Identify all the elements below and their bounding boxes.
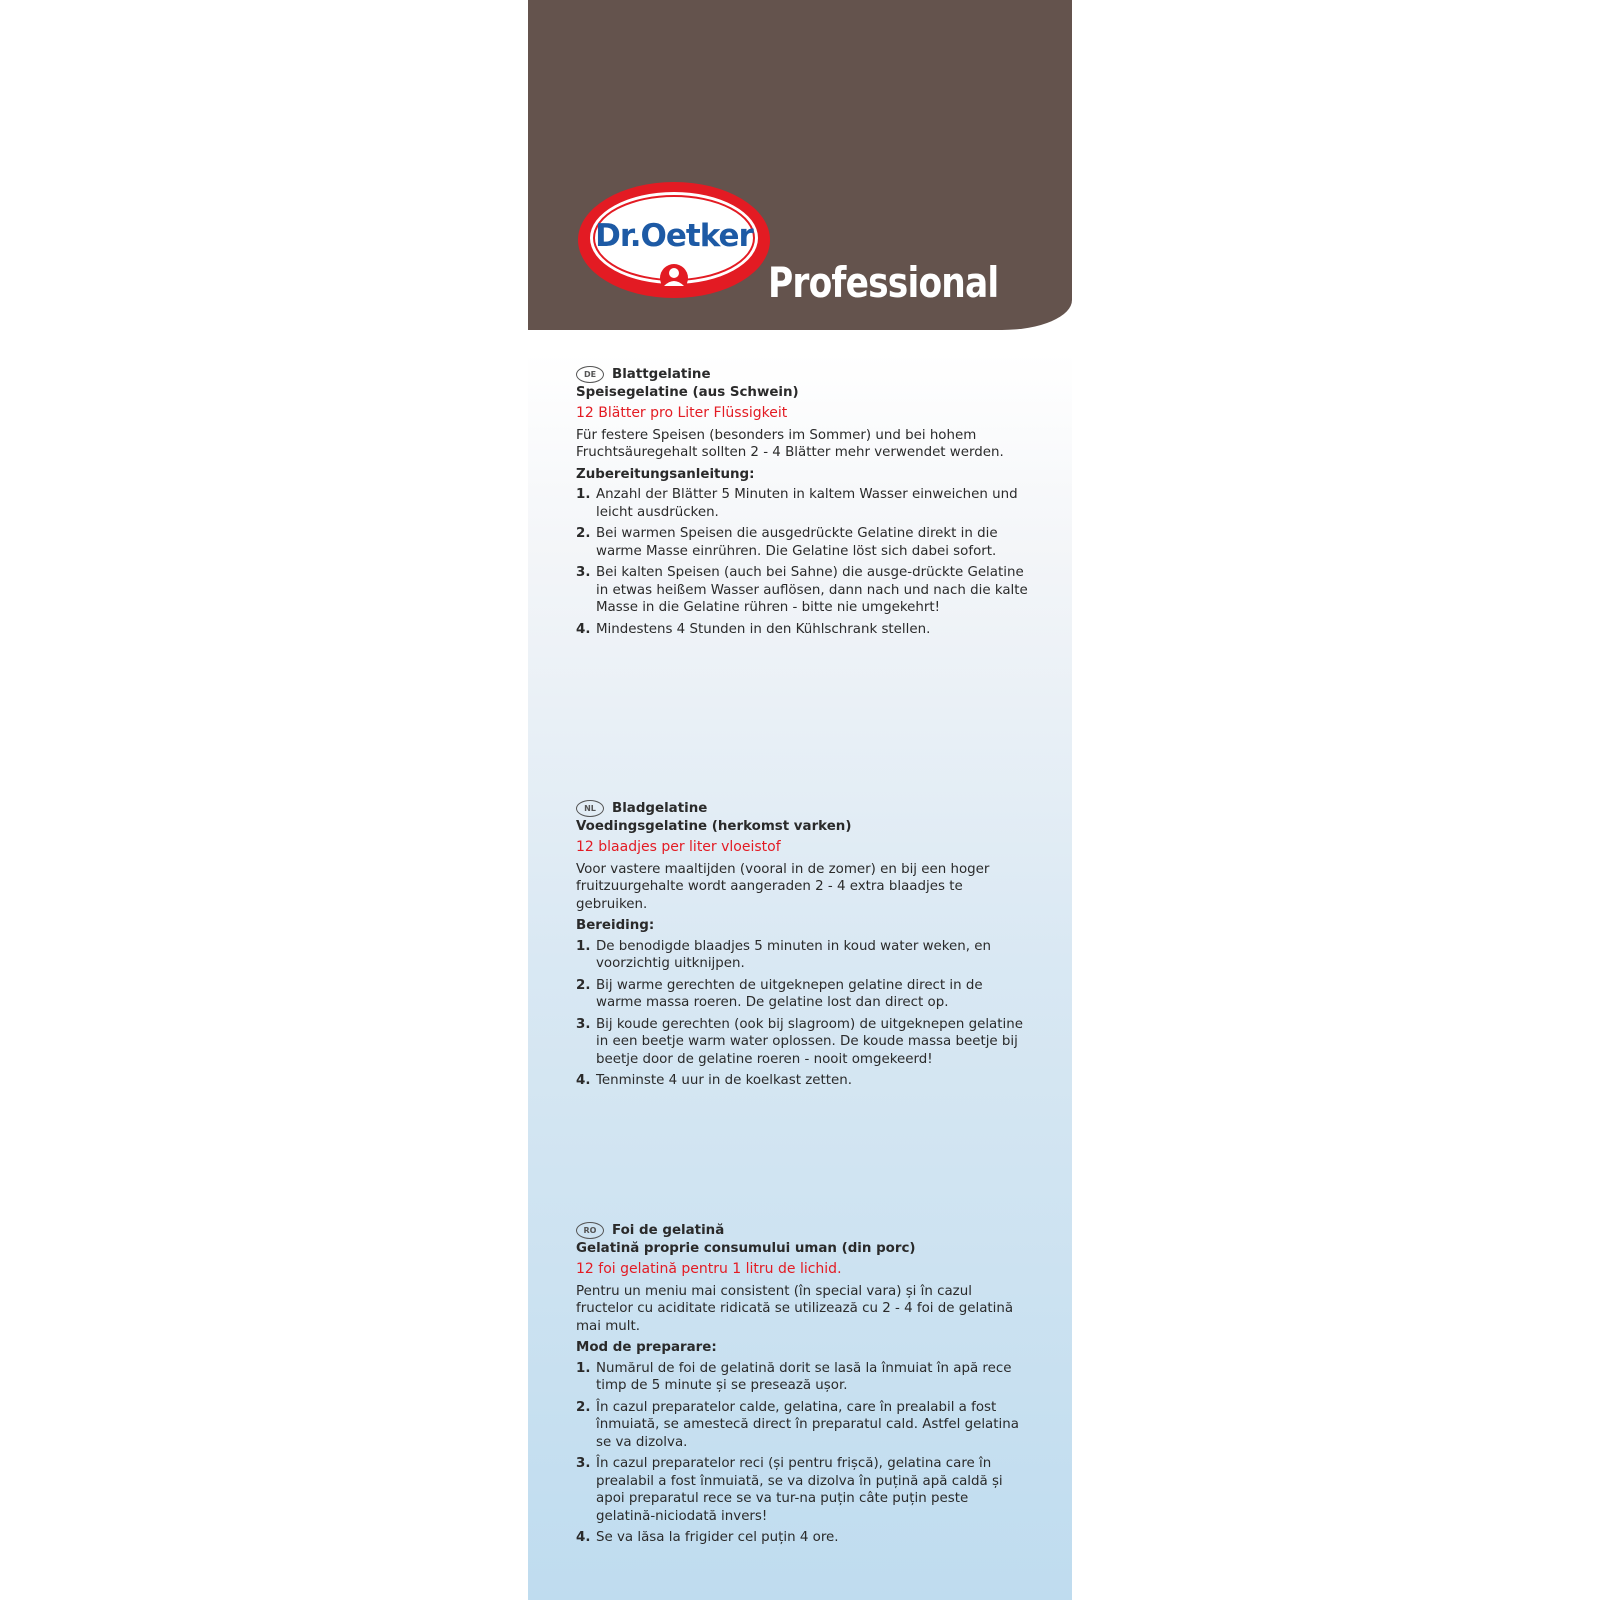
step-text: Numărul de foi de gelatină dorit se lasă la înmuiat în apă rece timp de 5 minute și se presează ușor. (596, 1360, 1012, 1393)
product-panel (528, 0, 1072, 1600)
section-subtitle: Gelatină proprie consumului uman (din porc) (576, 1240, 916, 1256)
step-text: Bei warmen Speisen die ausgedrückte Gelatine direkt in die warme Masse einrühren. Die Gelatine löst sich dabei sofort. (596, 526, 998, 559)
step-text: Bij warme gerechten de uitgeknepen gelatine direct in de warme massa roeren. De gelatine lost dan direct op. (596, 977, 983, 1010)
section-title: Bladgelatine (612, 801, 708, 816)
step-item (576, 938, 1028, 973)
section-subtitle: Voedingsgelatine (herkomst varken) (576, 818, 852, 834)
step-item (576, 1529, 1028, 1547)
step-item (576, 1455, 1028, 1525)
step-number: 3. (576, 565, 591, 580)
step-text: Mindestens 4 Stunden in den Kühlschrank stellen. (596, 621, 931, 637)
steps-list (576, 938, 1028, 1090)
brand-header (528, 0, 1072, 330)
dosage-text: 12 foi gelatină pentru 1 litru de lichid. (576, 1261, 842, 1277)
step-number: 4. (576, 621, 591, 637)
step-number: 1. (576, 1360, 591, 1376)
section-title: Foi de gelatină (612, 1223, 725, 1238)
step-text: Anzahl der Blätter 5 Minuten in kaltem Wasser einweichen und leicht ausdrücken. (596, 487, 1018, 520)
language-badge: RO (576, 1222, 604, 1239)
step-number: 2. (576, 977, 591, 993)
section-ro (576, 1222, 1028, 1551)
intro-text: Pentru un meniu mai consistent (în special vara) și în cazul fructelor cu aciditate ridicată se utilizează cu 2 - 4 foi de gelatină mai mult. (576, 1283, 1014, 1334)
step-text: De benodigde blaadjes 5 minuten in koud water weken, en voorzichtig uitknijpen. (596, 938, 992, 971)
step-text: Bei kalten Speisen (auch bei Sahne) die ausge-drückte Gelatine in etwas heißem Wasser auflösen, dann nach und nach die kalte Masse in die Gelatine rühren - bitte nie umgekehrt! (596, 565, 1028, 615)
step-item (576, 525, 1028, 560)
steps-list (576, 486, 1028, 638)
logo-text: Dr.Oetker (595, 218, 753, 254)
step-number: 2. (576, 526, 591, 541)
step-number: 4. (576, 1530, 591, 1545)
step-item (576, 1016, 1028, 1069)
step-item (576, 977, 1028, 1012)
instructions-heading: Zubereitungsanleitung: (576, 466, 755, 482)
step-text: Bij koude gerechten (ook bij slagroom) de uitgeknepen gelatine in een beetje warm water oplossen. De koude massa beetje bij beetje door de gelatine roeren - nooit omgekeerd! (596, 1016, 1023, 1067)
dr-oetker-logo (576, 180, 776, 304)
intro-text: Für festere Speisen (besonders im Sommer) und bei hohem Fruchtsäuregehalt sollten 2 - 4 Blätter mehr verwendet werden. (576, 427, 1004, 460)
dosage-text: 12 blaadjes per liter vloeistof (576, 839, 781, 855)
section-subtitle: Speisegelatine (aus Schwein) (576, 384, 799, 400)
step-item (576, 621, 1028, 639)
section-nl (576, 800, 1028, 1094)
instructions-heading: Bereiding: (576, 918, 655, 933)
section-title: Blattgelatine (612, 367, 711, 382)
step-number: 3. (576, 1456, 591, 1471)
step-number: 2. (576, 1399, 591, 1415)
step-item (576, 564, 1028, 617)
step-number: 3. (576, 1016, 591, 1032)
steps-list (576, 1360, 1028, 1547)
step-text: În cazul preparatelor reci (și pentru frișcă), gelatina care în prealabil a fost înmuiată, se va dizolva în puțină apă caldă și apoi preparatul rece se va tur-na puțin câte puțin peste gelatină-niciodată invers! (596, 1456, 1003, 1524)
step-item (576, 1360, 1028, 1395)
dosage-text: 12 Blätter pro Liter Flüssigkeit (576, 405, 788, 421)
step-text: În cazul preparatelor calde, gelatina, care în prealabil a fost înmuiată, se amestecă direct în preparatul cald. Astfel gelatina se va dizolva. (596, 1399, 1019, 1450)
step-number: 1. (576, 938, 591, 954)
section-de (576, 366, 1028, 642)
step-item (576, 1399, 1028, 1452)
step-text: Se va lăsa la frigider cel puțin 4 ore. (596, 1530, 839, 1545)
step-number: 1. (576, 487, 591, 502)
language-badge: NL (576, 800, 604, 817)
step-text: Tenminste 4 uur in de koelkast zetten. (596, 1073, 852, 1088)
step-item (576, 486, 1028, 521)
professional-label: Professional (768, 258, 999, 307)
language-badge: DE (576, 366, 604, 383)
step-number: 4. (576, 1073, 591, 1088)
intro-text: Voor vastere maaltijden (vooral in de zomer) en bij een hoger fruitzuurgehalte wordt aangeraden 2 - 4 extra blaadjes te gebruiken. (576, 861, 990, 912)
step-item (576, 1072, 1028, 1090)
instructions-heading: Mod de preparare: (576, 1340, 717, 1355)
